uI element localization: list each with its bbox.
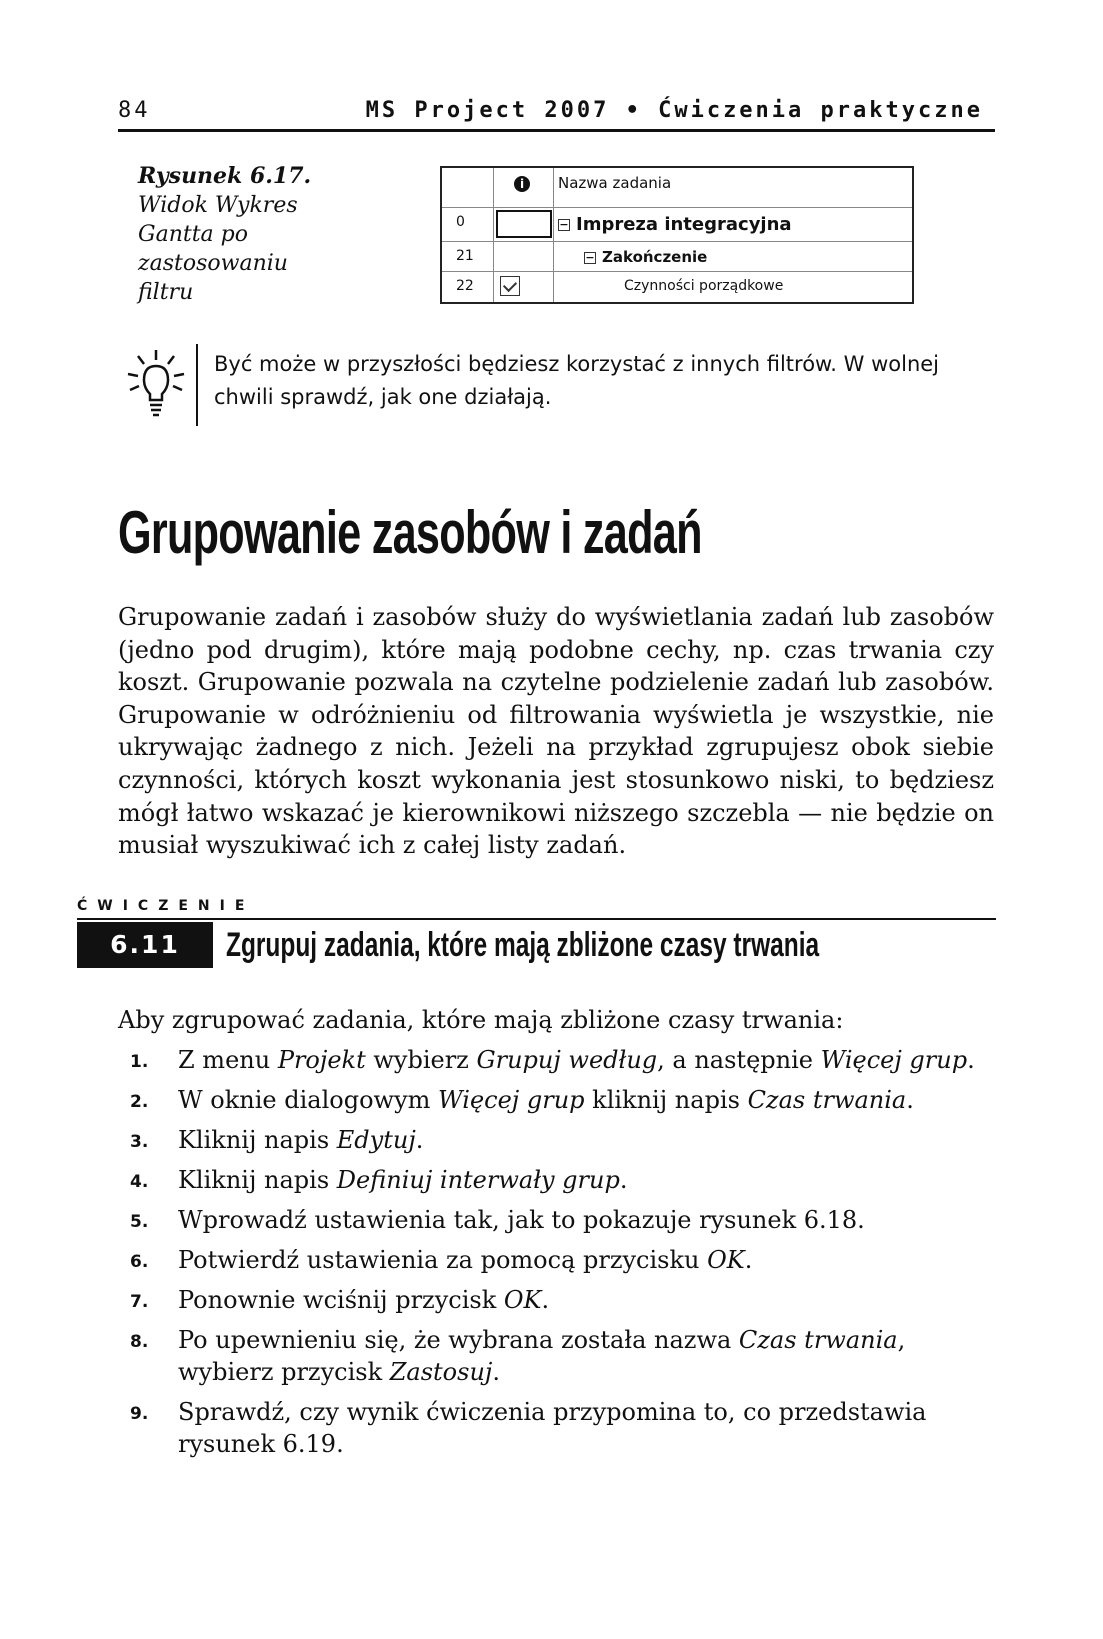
step-number: 6. [130, 1252, 149, 1272]
task-note-icon [500, 276, 520, 296]
list-item: 5. Wprowadź ustawienia tak, jak to pokazuje rysunek 6.18. [130, 1204, 996, 1236]
gantt-table [440, 166, 914, 304]
list-item: 6. Potwierdź ustawienia za pomocą przycisku OK. [130, 1244, 996, 1276]
task-name: Czynności porządkowe [624, 278, 784, 294]
row-id: 21 [442, 242, 494, 271]
step-number: 3. [130, 1132, 149, 1152]
exercise-rule [77, 918, 996, 920]
exercise-title: Zgrupuj zadania, które mają zbliżone czasy trwania [226, 926, 820, 964]
section-title: Grupowanie zasobów i zadań [118, 499, 702, 566]
tip-divider [196, 344, 198, 426]
row-id: 0 [442, 208, 494, 241]
task-name: Impreza integracyjna [576, 214, 792, 235]
book-title: MS Project 2007 • Ćwiczenia praktyczne [365, 98, 983, 123]
list-item: 1. Z menu Projekt wybierz Grupuj według, a następnie Więcej grup. [130, 1044, 996, 1076]
step-number: 4. [130, 1172, 149, 1192]
column-header-name: Nazwa zadania [558, 174, 672, 192]
step-number: 2. [130, 1092, 149, 1112]
row-id: 22 [442, 272, 494, 302]
task-name: Zakończenie [602, 248, 708, 266]
figure-caption [138, 162, 338, 307]
tip-box [126, 344, 986, 426]
selected-cell [496, 210, 552, 238]
figure-label: Rysunek 6.17. [138, 163, 312, 189]
step-number: 9. [130, 1404, 149, 1424]
step-number: 8. [130, 1332, 149, 1352]
figure-caption-text: Widok Wykres Gantta po zastosowaniu filtru [138, 193, 298, 305]
gantt-header-row [442, 168, 912, 208]
tip-text: Być może w przyszłości będziesz korzystać z innych filtrów. W wolnej chwili sprawdź, jak one działają. [214, 352, 940, 409]
list-item: 9. Sprawdź, czy wynik ćwiczenia przypomina to, co przedstawia rysunek 6.19. [130, 1398, 927, 1458]
info-icon: i [514, 176, 530, 192]
step-number: 1. [130, 1052, 149, 1072]
page-number: 84 [118, 98, 151, 123]
collapse-icon: − [559, 218, 569, 231]
list-item: 7. Ponownie wciśnij przycisk OK. [130, 1284, 996, 1316]
list-item: 3. Kliknij napis Edytuj. [130, 1124, 996, 1156]
list-item: 2. W oknie dialogowym Więcej grup kliknij napis Czas trwania. [130, 1084, 996, 1116]
exercise-number: 6.11 [77, 922, 213, 968]
table-row [442, 272, 912, 302]
exercise-intro: Aby zgrupować zadania, które mają zbliżone czasy trwania: [118, 1006, 844, 1034]
list-item: 4. Kliknij napis Definiuj interwały grup. [130, 1164, 996, 1196]
lightbulb-icon [126, 348, 186, 418]
list-item: 8. Po upewnieniu się, że wybrana została nazwa Czas trwania, wybierz przycisk Zastosuj. [130, 1326, 906, 1386]
collapse-icon: − [585, 250, 595, 264]
table-row [442, 208, 912, 242]
body-paragraph: Grupowanie zadań i zasobów służy do wyświetlania zadań lub zasobów (jedno pod drugim), które mają podobne cechy, np. czas trwania czy koszt. Grupowanie pozwala na czytelne podzielenie zadań lub zasobów. Grupowanie w odróżnieniu od filtrowania wyświetla je wszystkie, nie ukrywając żadnego z nich. Jeżeli na przykład zgrupujesz obok siebie czynności, których koszt wykonania jest stosunkowo niski, to będziesz mógł łatwo wskazać je kierownikowi niższego szczebla — nie będzie on musiał wyszukiwać ich z całej listy zadań. [118, 603, 994, 860]
steps-list [130, 1044, 996, 1468]
step-number: 7. [130, 1292, 149, 1312]
table-row [442, 242, 912, 272]
step-number: 5. [130, 1212, 149, 1232]
running-head [118, 96, 995, 132]
exercise-label: ĆWICZENIE [77, 898, 255, 914]
